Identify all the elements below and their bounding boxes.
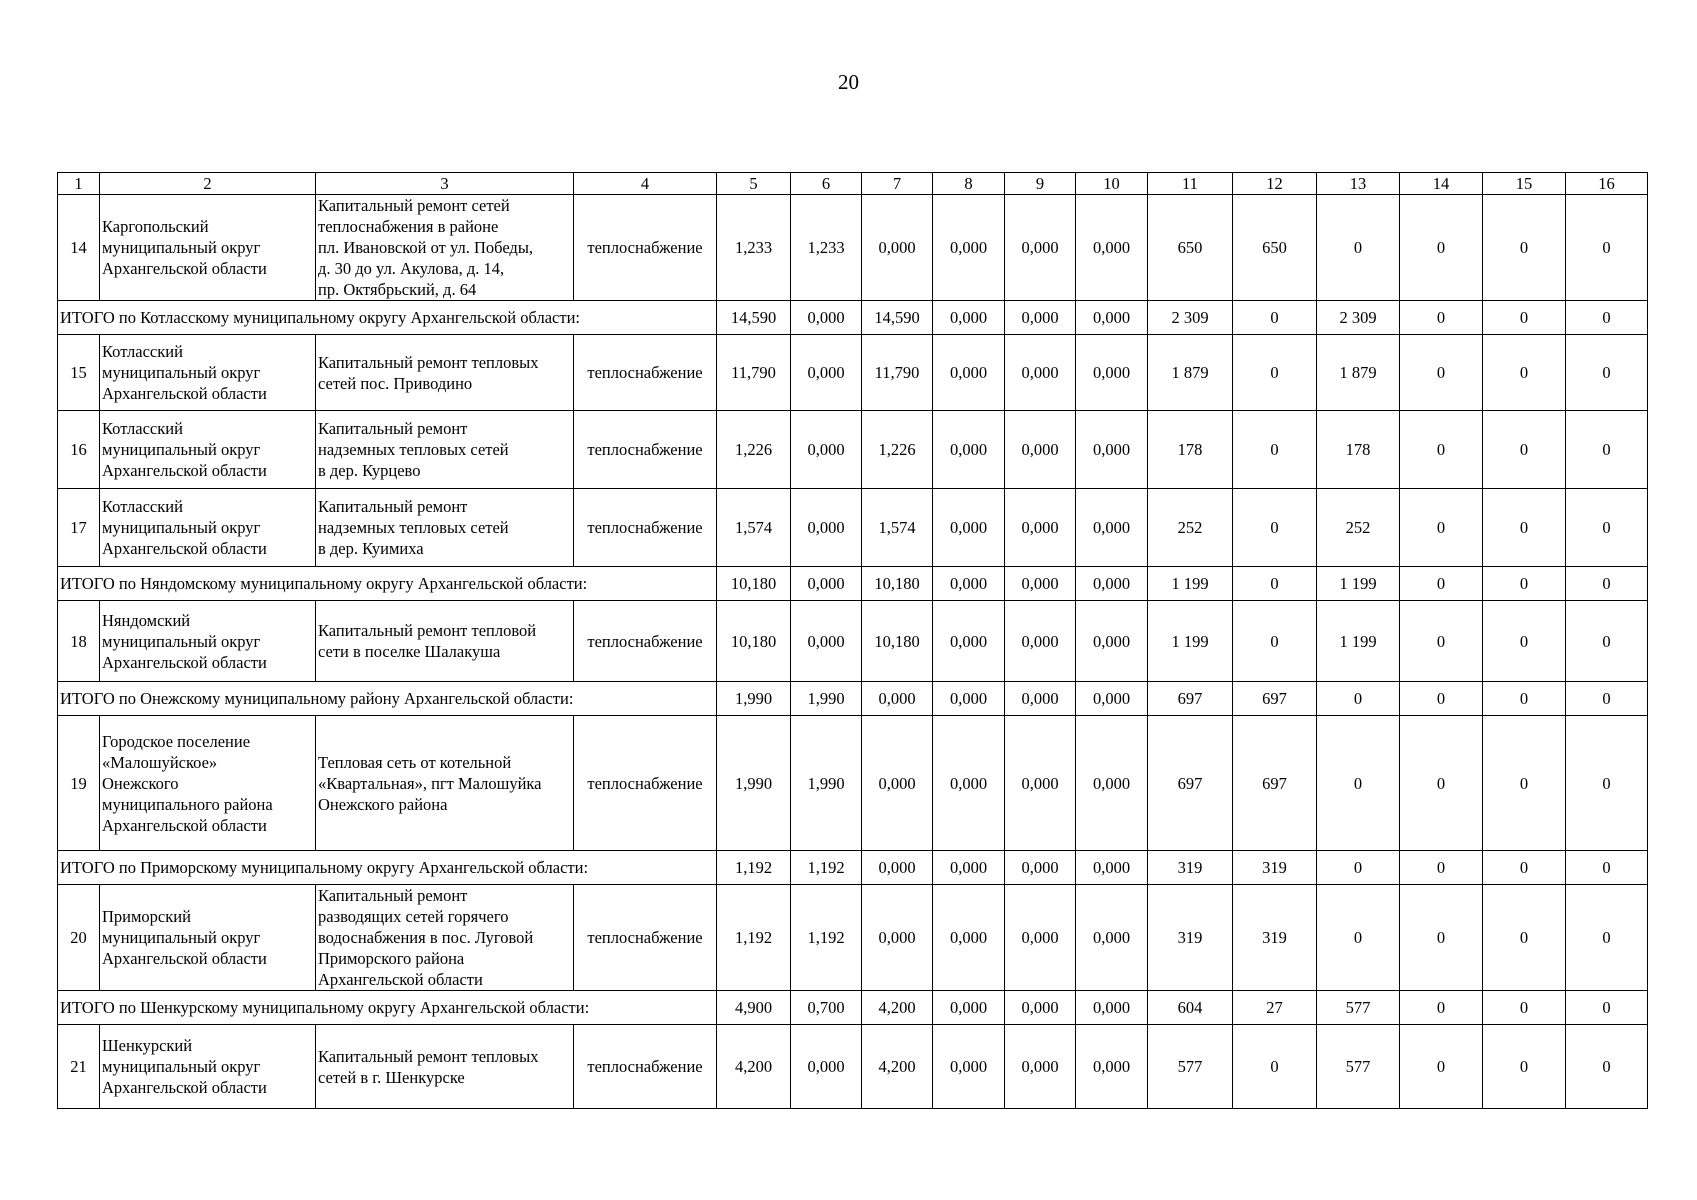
value-cell: 697	[1233, 682, 1317, 716]
municipality-line: Онежского	[102, 773, 179, 793]
value-cell: 0	[1566, 851, 1648, 885]
description-cell	[316, 601, 574, 682]
municipality-line: Котласский	[102, 342, 183, 361]
value-cell: 0	[1483, 601, 1566, 682]
description-line: теплоснабжения в районе	[318, 217, 499, 236]
value-cell: 0	[1566, 301, 1648, 335]
value-cell: 1,226	[717, 411, 791, 489]
municipality-line: Архангельской области	[102, 1078, 267, 1097]
table-row	[58, 489, 1648, 567]
description-line: Капитальный ремонт	[318, 886, 468, 905]
value-cell: 0	[1566, 195, 1648, 301]
value-cell: 0	[1483, 885, 1566, 991]
description-line: Онежского района	[318, 794, 448, 814]
row-number: 16	[58, 411, 100, 489]
value-cell: 0	[1566, 489, 1648, 567]
header-cell: 1	[58, 173, 100, 195]
municipality-line: Архангельской области	[102, 652, 267, 672]
municipality-cell	[100, 195, 316, 301]
value-cell: 11,790	[717, 335, 791, 411]
value-cell: 0,000	[1005, 885, 1076, 991]
value-cell: 577	[1317, 1025, 1400, 1109]
value-cell: 0	[1400, 682, 1483, 716]
description-cell	[316, 411, 574, 489]
value-cell: 0	[1483, 716, 1566, 851]
description-line: «Квартальная», пгт Малошуйка	[318, 773, 542, 793]
table-row	[58, 716, 1648, 851]
municipality-line: муниципальный округ	[102, 631, 261, 651]
value-cell: 0,000	[1076, 301, 1148, 335]
value-cell: 0	[1400, 411, 1483, 489]
header-cell: 4	[574, 173, 717, 195]
value-cell: 1 879	[1317, 335, 1400, 411]
page-number: 20	[838, 70, 859, 94]
value-cell: 0	[1400, 716, 1483, 851]
municipality-line: Городское поселение	[102, 731, 251, 751]
value-cell: 0,000	[1076, 335, 1148, 411]
value-cell: 0,000	[791, 1025, 862, 1109]
value-cell: 10,180	[862, 567, 933, 601]
value-cell: 0	[1317, 682, 1400, 716]
municipality-line: Котласский	[102, 419, 183, 438]
header-cell: 2	[100, 173, 316, 195]
description-line: сетей в г. Шенкурске	[318, 1067, 465, 1087]
total-label: ИТОГО по Шенкурскому муниципальному округу Архангельской области:	[58, 991, 717, 1025]
description-line: Капитальный ремонт	[318, 497, 468, 516]
value-cell: 1,990	[717, 716, 791, 851]
header-cell: 6	[791, 173, 862, 195]
value-cell: 0	[1317, 885, 1400, 991]
header-cell: 10	[1076, 173, 1148, 195]
table-row	[58, 1025, 1648, 1109]
value-cell: 0,000	[791, 335, 862, 411]
type-cell: теплоснабжение	[574, 716, 717, 851]
value-cell: 0	[1483, 682, 1566, 716]
program-table	[57, 172, 1648, 1109]
value-cell: 0	[1317, 716, 1400, 851]
row-number: 17	[58, 489, 100, 567]
description-line: в дер. Куимиха	[318, 539, 424, 558]
municipality-cell	[100, 885, 316, 991]
value-cell: 0,000	[1005, 195, 1076, 301]
value-cell: 0,000	[1005, 991, 1076, 1025]
value-cell: 0,000	[1005, 716, 1076, 851]
value-cell: 0,000	[1076, 195, 1148, 301]
value-cell: 1,226	[862, 411, 933, 489]
value-cell: 0	[1400, 1025, 1483, 1109]
value-cell: 1,192	[791, 851, 862, 885]
value-cell: 0	[1233, 335, 1317, 411]
value-cell: 1,192	[717, 851, 791, 885]
value-cell: 0,700	[791, 991, 862, 1025]
municipality-cell	[100, 716, 316, 851]
row-number: 14	[58, 195, 100, 301]
value-cell: 2 309	[1148, 301, 1233, 335]
type-cell: теплоснабжение	[574, 601, 717, 682]
value-cell: 0,000	[933, 489, 1005, 567]
value-cell: 1,990	[717, 682, 791, 716]
municipality-line: Архангельской области	[102, 461, 267, 480]
value-cell: 0,000	[862, 195, 933, 301]
value-cell: 252	[1148, 489, 1233, 567]
municipality-cell	[100, 601, 316, 682]
header-cell: 3	[316, 173, 574, 195]
total-row	[58, 682, 1648, 716]
value-cell: 4,200	[862, 991, 933, 1025]
header-cell: 9	[1005, 173, 1076, 195]
value-cell: 1,192	[791, 885, 862, 991]
value-cell: 0	[1400, 489, 1483, 567]
header-cell: 12	[1233, 173, 1317, 195]
value-cell: 697	[1148, 716, 1233, 851]
description-line: сетей пос. Приводино	[318, 373, 473, 393]
value-cell: 1,574	[862, 489, 933, 567]
value-cell: 0,000	[1076, 489, 1148, 567]
description-line: пл. Ивановской от ул. Победы,	[318, 238, 534, 257]
row-number: 21	[58, 1025, 100, 1109]
value-cell: 0,000	[933, 411, 1005, 489]
value-cell: 0	[1233, 601, 1317, 682]
municipality-cell	[100, 1025, 316, 1109]
value-cell: 0	[1317, 195, 1400, 301]
header-row	[58, 173, 1648, 195]
value-cell: 0,000	[1076, 682, 1148, 716]
row-number: 18	[58, 601, 100, 682]
table-row	[58, 195, 1648, 301]
municipality-line: муниципального района	[102, 794, 273, 814]
value-cell: 0	[1566, 1025, 1648, 1109]
type-cell: теплоснабжение	[574, 885, 717, 991]
municipality-line: Архангельской области	[102, 384, 267, 403]
value-cell: 4,200	[862, 1025, 933, 1109]
value-cell: 27	[1233, 991, 1317, 1025]
value-cell: 0	[1483, 195, 1566, 301]
municipality-line: муниципальный округ	[102, 440, 261, 459]
value-cell: 0,000	[1076, 991, 1148, 1025]
municipality-line: Архангельской области	[102, 539, 267, 558]
header-cell: 8	[933, 173, 1005, 195]
row-number: 15	[58, 335, 100, 411]
description-line: водоснабжения в пос. Луговой	[318, 928, 534, 947]
value-cell: 319	[1233, 851, 1317, 885]
municipality-cell	[100, 489, 316, 567]
value-cell: 0,000	[791, 567, 862, 601]
header-cell: 15	[1483, 173, 1566, 195]
value-cell: 1,990	[791, 682, 862, 716]
value-cell: 0,000	[933, 335, 1005, 411]
description-line: сети в поселке Шалакуша	[318, 642, 501, 661]
header-cell: 11	[1148, 173, 1233, 195]
value-cell: 10,180	[717, 567, 791, 601]
value-cell: 0,000	[791, 601, 862, 682]
header-cell: 16	[1566, 173, 1648, 195]
value-cell: 0,000	[1076, 716, 1148, 851]
value-cell: 1,233	[791, 195, 862, 301]
municipality-line: муниципальный округ	[102, 238, 261, 257]
total-row	[58, 301, 1648, 335]
table-row	[58, 885, 1648, 991]
description-line: д. 30 до ул. Акулова, д. 14,	[318, 259, 505, 278]
value-cell: 0	[1233, 489, 1317, 567]
table-row	[58, 601, 1648, 682]
value-cell: 0,000	[933, 885, 1005, 991]
municipality-line: «Малошуйское»	[102, 752, 218, 772]
type-cell: теплоснабжение	[574, 411, 717, 489]
value-cell: 2 309	[1317, 301, 1400, 335]
description-cell	[316, 1025, 574, 1109]
value-cell: 697	[1148, 682, 1233, 716]
header-cell: 7	[862, 173, 933, 195]
description-line: пр. Октябрьский, д. 64	[318, 280, 477, 299]
municipality-line: Котласский	[102, 497, 183, 516]
description-line: Капитальный ремонт	[318, 419, 468, 438]
value-cell: 0,000	[933, 682, 1005, 716]
value-cell: 0	[1566, 335, 1648, 411]
value-cell: 252	[1317, 489, 1400, 567]
header-cell: 14	[1400, 173, 1483, 195]
value-cell: 0,000	[1005, 301, 1076, 335]
description-cell	[316, 885, 574, 991]
value-cell: 604	[1148, 991, 1233, 1025]
header-cell: 5	[717, 173, 791, 195]
value-cell: 0	[1233, 1025, 1317, 1109]
type-cell: теплоснабжение	[574, 195, 717, 301]
value-cell: 0,000	[791, 489, 862, 567]
value-cell: 0	[1233, 301, 1317, 335]
value-cell: 0,000	[1005, 411, 1076, 489]
value-cell: 0	[1483, 991, 1566, 1025]
value-cell: 0	[1566, 885, 1648, 991]
total-label: ИТОГО по Няндомскому муниципальному округу Архангельской области:	[58, 567, 717, 601]
description-line: надземных тепловых сетей	[318, 518, 509, 537]
table-row	[58, 335, 1648, 411]
value-cell: 0	[1566, 991, 1648, 1025]
value-cell: 0	[1566, 411, 1648, 489]
value-cell: 0,000	[862, 885, 933, 991]
table-row	[58, 411, 1648, 489]
value-cell: 0,000	[862, 851, 933, 885]
value-cell: 0,000	[933, 567, 1005, 601]
value-cell: 0	[1400, 885, 1483, 991]
value-cell: 0,000	[1005, 851, 1076, 885]
value-cell: 650	[1148, 195, 1233, 301]
value-cell: 0	[1483, 1025, 1566, 1109]
value-cell: 0,000	[791, 301, 862, 335]
description-line: Архангельской области	[318, 970, 483, 989]
municipality-line: Архангельской области	[102, 815, 267, 835]
value-cell: 1 199	[1148, 567, 1233, 601]
value-cell: 0,000	[1076, 411, 1148, 489]
municipality-line: муниципальный округ	[102, 1057, 261, 1076]
value-cell: 0	[1483, 851, 1566, 885]
value-cell: 0,000	[933, 195, 1005, 301]
value-cell: 1,574	[717, 489, 791, 567]
value-cell: 1 199	[1317, 601, 1400, 682]
value-cell: 0	[1483, 489, 1566, 567]
description-line: Капитальный ремонт тепловой	[318, 621, 537, 640]
municipality-line: муниципальный округ	[102, 928, 261, 947]
type-cell: теплоснабжение	[574, 335, 717, 411]
value-cell: 0	[1233, 411, 1317, 489]
value-cell: 0	[1400, 301, 1483, 335]
municipality-cell	[100, 335, 316, 411]
municipality-line: Архангельской области	[102, 259, 267, 278]
value-cell: 319	[1148, 885, 1233, 991]
description-line: в дер. Курцево	[318, 461, 421, 480]
value-cell: 697	[1233, 716, 1317, 851]
municipality-line: муниципальный округ	[102, 363, 261, 382]
value-cell: 0	[1483, 335, 1566, 411]
value-cell: 0	[1566, 567, 1648, 601]
municipality-line: Шенкурский	[102, 1036, 193, 1055]
description-line: Капитальный ремонт тепловых	[318, 352, 539, 372]
description-cell	[316, 195, 574, 301]
row-number: 20	[58, 885, 100, 991]
value-cell: 650	[1233, 195, 1317, 301]
header-cell: 13	[1317, 173, 1400, 195]
value-cell: 0,000	[791, 411, 862, 489]
value-cell: 0	[1400, 601, 1483, 682]
value-cell: 1,990	[791, 716, 862, 851]
value-cell: 0,000	[1005, 335, 1076, 411]
description-line: Тепловая сеть от котельной	[318, 752, 512, 772]
municipality-line: муниципальный округ	[102, 518, 261, 537]
municipality-line: Каргопольский	[102, 217, 209, 236]
value-cell: 0	[1483, 567, 1566, 601]
value-cell: 0,000	[1076, 885, 1148, 991]
value-cell: 0,000	[1005, 567, 1076, 601]
description-line: Капитальный ремонт тепловых	[318, 1046, 539, 1066]
municipality-line: Приморский	[102, 907, 191, 926]
value-cell: 0,000	[1005, 489, 1076, 567]
description-line: Приморского района	[318, 949, 465, 968]
value-cell: 0,000	[933, 301, 1005, 335]
value-cell: 0,000	[1076, 601, 1148, 682]
value-cell: 0,000	[1005, 682, 1076, 716]
value-cell: 4,200	[717, 1025, 791, 1109]
value-cell: 0,000	[1005, 601, 1076, 682]
value-cell: 1,233	[717, 195, 791, 301]
value-cell: 0	[1233, 567, 1317, 601]
total-label: ИТОГО по Котласскому муниципальному округу Архангельской области:	[58, 301, 717, 335]
value-cell: 0	[1566, 601, 1648, 682]
value-cell: 319	[1233, 885, 1317, 991]
value-cell: 4,900	[717, 991, 791, 1025]
value-cell: 1 199	[1148, 601, 1233, 682]
value-cell: 0,000	[933, 991, 1005, 1025]
description-line: надземных тепловых сетей	[318, 440, 509, 459]
value-cell: 10,180	[717, 601, 791, 682]
value-cell: 11,790	[862, 335, 933, 411]
value-cell: 0,000	[933, 851, 1005, 885]
total-row	[58, 851, 1648, 885]
value-cell: 0	[1566, 716, 1648, 851]
value-cell: 178	[1317, 411, 1400, 489]
value-cell: 0,000	[862, 716, 933, 851]
value-cell: 0,000	[1076, 851, 1148, 885]
total-label: ИТОГО по Приморскому муниципальному округу Архангельской области:	[58, 851, 717, 885]
value-cell: 0	[1400, 195, 1483, 301]
value-cell: 0,000	[1076, 567, 1148, 601]
value-cell: 0,000	[933, 716, 1005, 851]
description-line: разводящих сетей горячего	[318, 907, 509, 926]
value-cell: 0	[1566, 682, 1648, 716]
value-cell: 14,590	[862, 301, 933, 335]
value-cell: 1,192	[717, 885, 791, 991]
value-cell: 0	[1483, 301, 1566, 335]
total-row	[58, 991, 1648, 1025]
municipality-cell	[100, 411, 316, 489]
municipality-line: Архангельской области	[102, 949, 267, 968]
value-cell: 0,000	[933, 601, 1005, 682]
value-cell: 178	[1148, 411, 1233, 489]
value-cell: 0,000	[862, 682, 933, 716]
value-cell: 0,000	[1005, 1025, 1076, 1109]
value-cell: 0,000	[1076, 1025, 1148, 1109]
value-cell: 10,180	[862, 601, 933, 682]
value-cell: 1 199	[1317, 567, 1400, 601]
value-cell: 0	[1317, 851, 1400, 885]
municipality-line: Няндомский	[102, 610, 191, 630]
total-label: ИТОГО по Онежскому муниципальному району Архангельской области:	[58, 682, 717, 716]
type-cell: теплоснабжение	[574, 1025, 717, 1109]
value-cell: 577	[1148, 1025, 1233, 1109]
value-cell: 0,000	[933, 1025, 1005, 1109]
type-cell: теплоснабжение	[574, 489, 717, 567]
description-cell	[316, 335, 574, 411]
value-cell: 319	[1148, 851, 1233, 885]
description-line: Капитальный ремонт сетей	[318, 196, 510, 215]
value-cell: 577	[1317, 991, 1400, 1025]
row-number: 19	[58, 716, 100, 851]
value-cell: 0	[1400, 851, 1483, 885]
description-cell	[316, 716, 574, 851]
value-cell: 1 879	[1148, 335, 1233, 411]
value-cell: 0	[1400, 991, 1483, 1025]
value-cell: 0	[1400, 567, 1483, 601]
value-cell: 0	[1483, 411, 1566, 489]
description-cell	[316, 489, 574, 567]
total-row	[58, 567, 1648, 601]
value-cell: 14,590	[717, 301, 791, 335]
value-cell: 0	[1400, 335, 1483, 411]
